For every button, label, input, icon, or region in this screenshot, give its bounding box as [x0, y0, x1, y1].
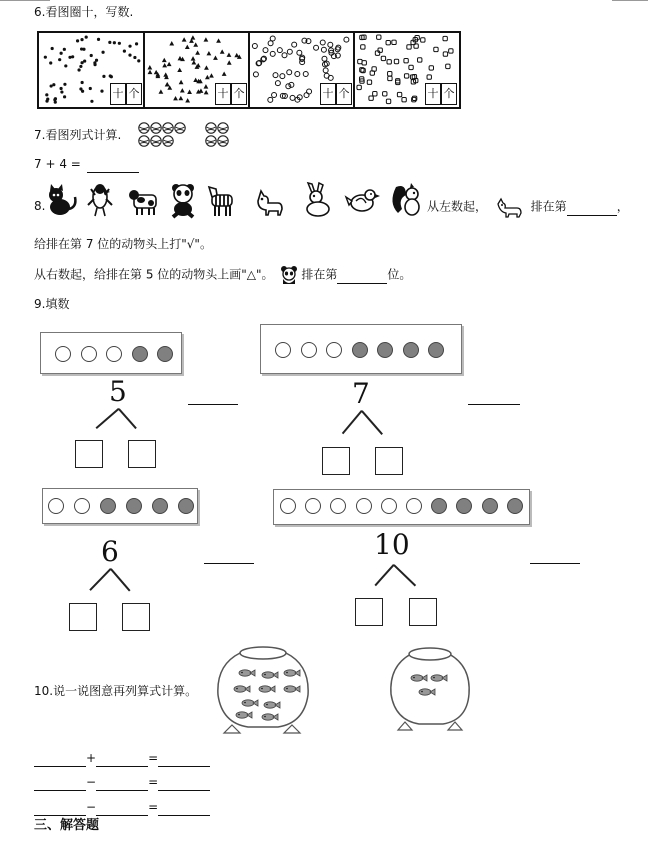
q9-answer-line[interactable]	[204, 563, 254, 564]
fishbowl-1	[210, 643, 316, 735]
q8-line2: 给排在第 7 位的动物头上打"√"。	[34, 237, 212, 251]
section-title: 三、解答题	[34, 818, 100, 833]
empty-circle	[406, 498, 422, 514]
q9-branch-line	[96, 408, 120, 429]
bird-icon[interactable]	[344, 181, 382, 221]
q8-line1-text-b: 排在第	[530, 199, 567, 214]
q10-blank[interactable]	[158, 774, 210, 791]
filled-circle	[428, 342, 444, 358]
filled-circle	[482, 498, 498, 514]
q10-blank[interactable]	[158, 799, 210, 816]
q6-place-value-cell[interactable]: 个	[231, 83, 247, 105]
q7-ball-picture	[136, 121, 246, 151]
q10-equals: =	[148, 775, 159, 789]
q7-equation	[34, 156, 139, 173]
q9-number-2: 7	[352, 377, 370, 410]
q9-answer-box[interactable]	[128, 440, 156, 468]
ball-icon	[206, 136, 216, 146]
q9-number-3: 6	[101, 535, 119, 568]
empty-circle	[356, 498, 372, 514]
squirrel-icon[interactable]	[388, 181, 426, 221]
q9-branch-line	[89, 568, 111, 591]
q9-answer-box[interactable]	[409, 598, 437, 626]
q10-blank[interactable]	[96, 750, 148, 767]
ball-icon	[206, 123, 216, 133]
q9-answer-line[interactable]	[530, 563, 580, 564]
empty-circle	[74, 498, 90, 514]
ball-icon	[163, 123, 173, 133]
q8-line3-text-c: 位。	[387, 267, 412, 282]
q10-operator: +	[86, 751, 97, 765]
q9-number-1: 5	[109, 375, 127, 408]
panda-icon[interactable]	[165, 181, 203, 221]
q8-answer-blank-2[interactable]	[337, 267, 387, 284]
q10-equation-row	[34, 799, 210, 816]
q7-title: 7.看图列式计算.	[34, 128, 122, 142]
q10-equals: =	[148, 751, 159, 765]
parrot-icon[interactable]	[84, 181, 122, 221]
q10-blank[interactable]	[158, 750, 210, 767]
empty-circle	[48, 498, 64, 514]
q8-number: 8.	[34, 199, 46, 213]
filled-circle	[152, 498, 168, 514]
rabbit-icon[interactable]	[298, 181, 336, 221]
q8-line1-text-a: 从左数起，	[427, 199, 488, 214]
ball-icon	[218, 123, 228, 133]
q9-branch-line	[118, 408, 136, 429]
q10-blank[interactable]	[96, 774, 148, 791]
q9-answer-box[interactable]	[355, 598, 383, 626]
q9-answer-box[interactable]	[75, 440, 103, 468]
q8-line3	[34, 265, 411, 285]
q9-answer-box[interactable]	[122, 603, 150, 631]
q6-panels	[37, 31, 461, 109]
q9-branch-line	[375, 564, 395, 586]
q10-equation-row	[34, 750, 210, 767]
empty-circle	[326, 342, 342, 358]
dog-icon[interactable]	[252, 181, 290, 221]
q8-answer-blank-1[interactable]	[567, 199, 617, 216]
fishbowl-2	[385, 644, 475, 734]
q10-equals: =	[148, 800, 159, 814]
filled-circle	[377, 342, 393, 358]
q7-answer-blank[interactable]	[87, 156, 139, 173]
q8-line3-text-a: 从右数起，给排在第 5 位的动物头上画"△"。	[34, 267, 274, 282]
q9-branch-line	[110, 568, 130, 591]
ball-icon	[218, 136, 228, 146]
panda-icon	[279, 265, 299, 285]
q9-answer-box[interactable]	[69, 603, 97, 631]
q7-equation-prefix: 7 + 4 =	[34, 157, 81, 171]
filled-circle	[178, 498, 194, 514]
q10-blank[interactable]	[96, 799, 148, 816]
ball-icon	[175, 123, 185, 133]
q10-title: 10.说一说图意再列算式计算。	[34, 684, 198, 698]
empty-circle	[381, 498, 397, 514]
q10-blank[interactable]	[34, 774, 86, 791]
q10-operator: −	[86, 800, 97, 814]
q9-branch-line	[361, 410, 382, 434]
q6-place-value-cell[interactable]: 十	[320, 83, 336, 105]
q9-circle-box-3	[42, 488, 198, 524]
q6-title: 6.看图圈十，写数.	[34, 5, 134, 19]
filled-circle	[132, 346, 148, 362]
ball-icon	[151, 123, 161, 133]
empty-circle	[301, 342, 317, 358]
empty-circle	[280, 498, 296, 514]
filled-circle	[507, 498, 523, 514]
q6-place-value-cell[interactable]: 十	[425, 83, 441, 105]
q8-line3-text-b: 排在第	[301, 267, 338, 282]
ball-icon	[163, 136, 173, 146]
q9-branch-line	[393, 564, 416, 586]
q6-place-value-cell[interactable]: 个	[336, 83, 352, 105]
empty-circle	[81, 346, 97, 362]
filled-circle	[126, 498, 142, 514]
filled-circle	[403, 342, 419, 358]
q9-title: 9.填数	[34, 297, 70, 311]
q8-line1	[427, 196, 629, 218]
filled-circle	[157, 346, 173, 362]
q6-place-value-cell[interactable]: 个	[441, 83, 457, 105]
q10-equation-row	[34, 774, 210, 791]
q6-place-value-cell[interactable]: 十	[110, 83, 126, 105]
cow-icon[interactable]	[128, 181, 166, 221]
q10-blank[interactable]	[34, 799, 86, 816]
empty-circle	[55, 346, 71, 362]
q9-branch-line	[342, 410, 363, 434]
zebra-icon[interactable]	[204, 181, 242, 221]
cat-icon[interactable]	[44, 181, 82, 221]
q8-line1-text-c: ，	[616, 199, 629, 214]
ball-icon	[139, 136, 149, 146]
q6-dot-panels	[39, 33, 459, 107]
dog-icon	[494, 196, 524, 218]
ball-icon	[151, 136, 161, 146]
top-rule-right	[612, 0, 648, 1]
q6-place-value-cell[interactable]: 十	[215, 83, 231, 105]
top-rule-left	[0, 0, 50, 1]
q9-answer-box[interactable]	[322, 447, 350, 475]
filled-circle	[100, 498, 116, 514]
empty-circle	[106, 346, 122, 362]
q10-blank[interactable]	[34, 750, 86, 767]
filled-circle	[352, 342, 368, 358]
q10-operator: −	[86, 775, 97, 789]
empty-circle	[275, 342, 291, 358]
q8-animal-row	[44, 181, 424, 223]
q9-answer-box[interactable]	[375, 447, 403, 475]
q9-number-4: 10	[374, 528, 410, 561]
q9-answer-line[interactable]	[188, 404, 238, 405]
ball-icon	[139, 123, 149, 133]
q9-answer-line[interactable]	[468, 404, 520, 405]
q6-place-value-cell[interactable]: 个	[126, 83, 142, 105]
